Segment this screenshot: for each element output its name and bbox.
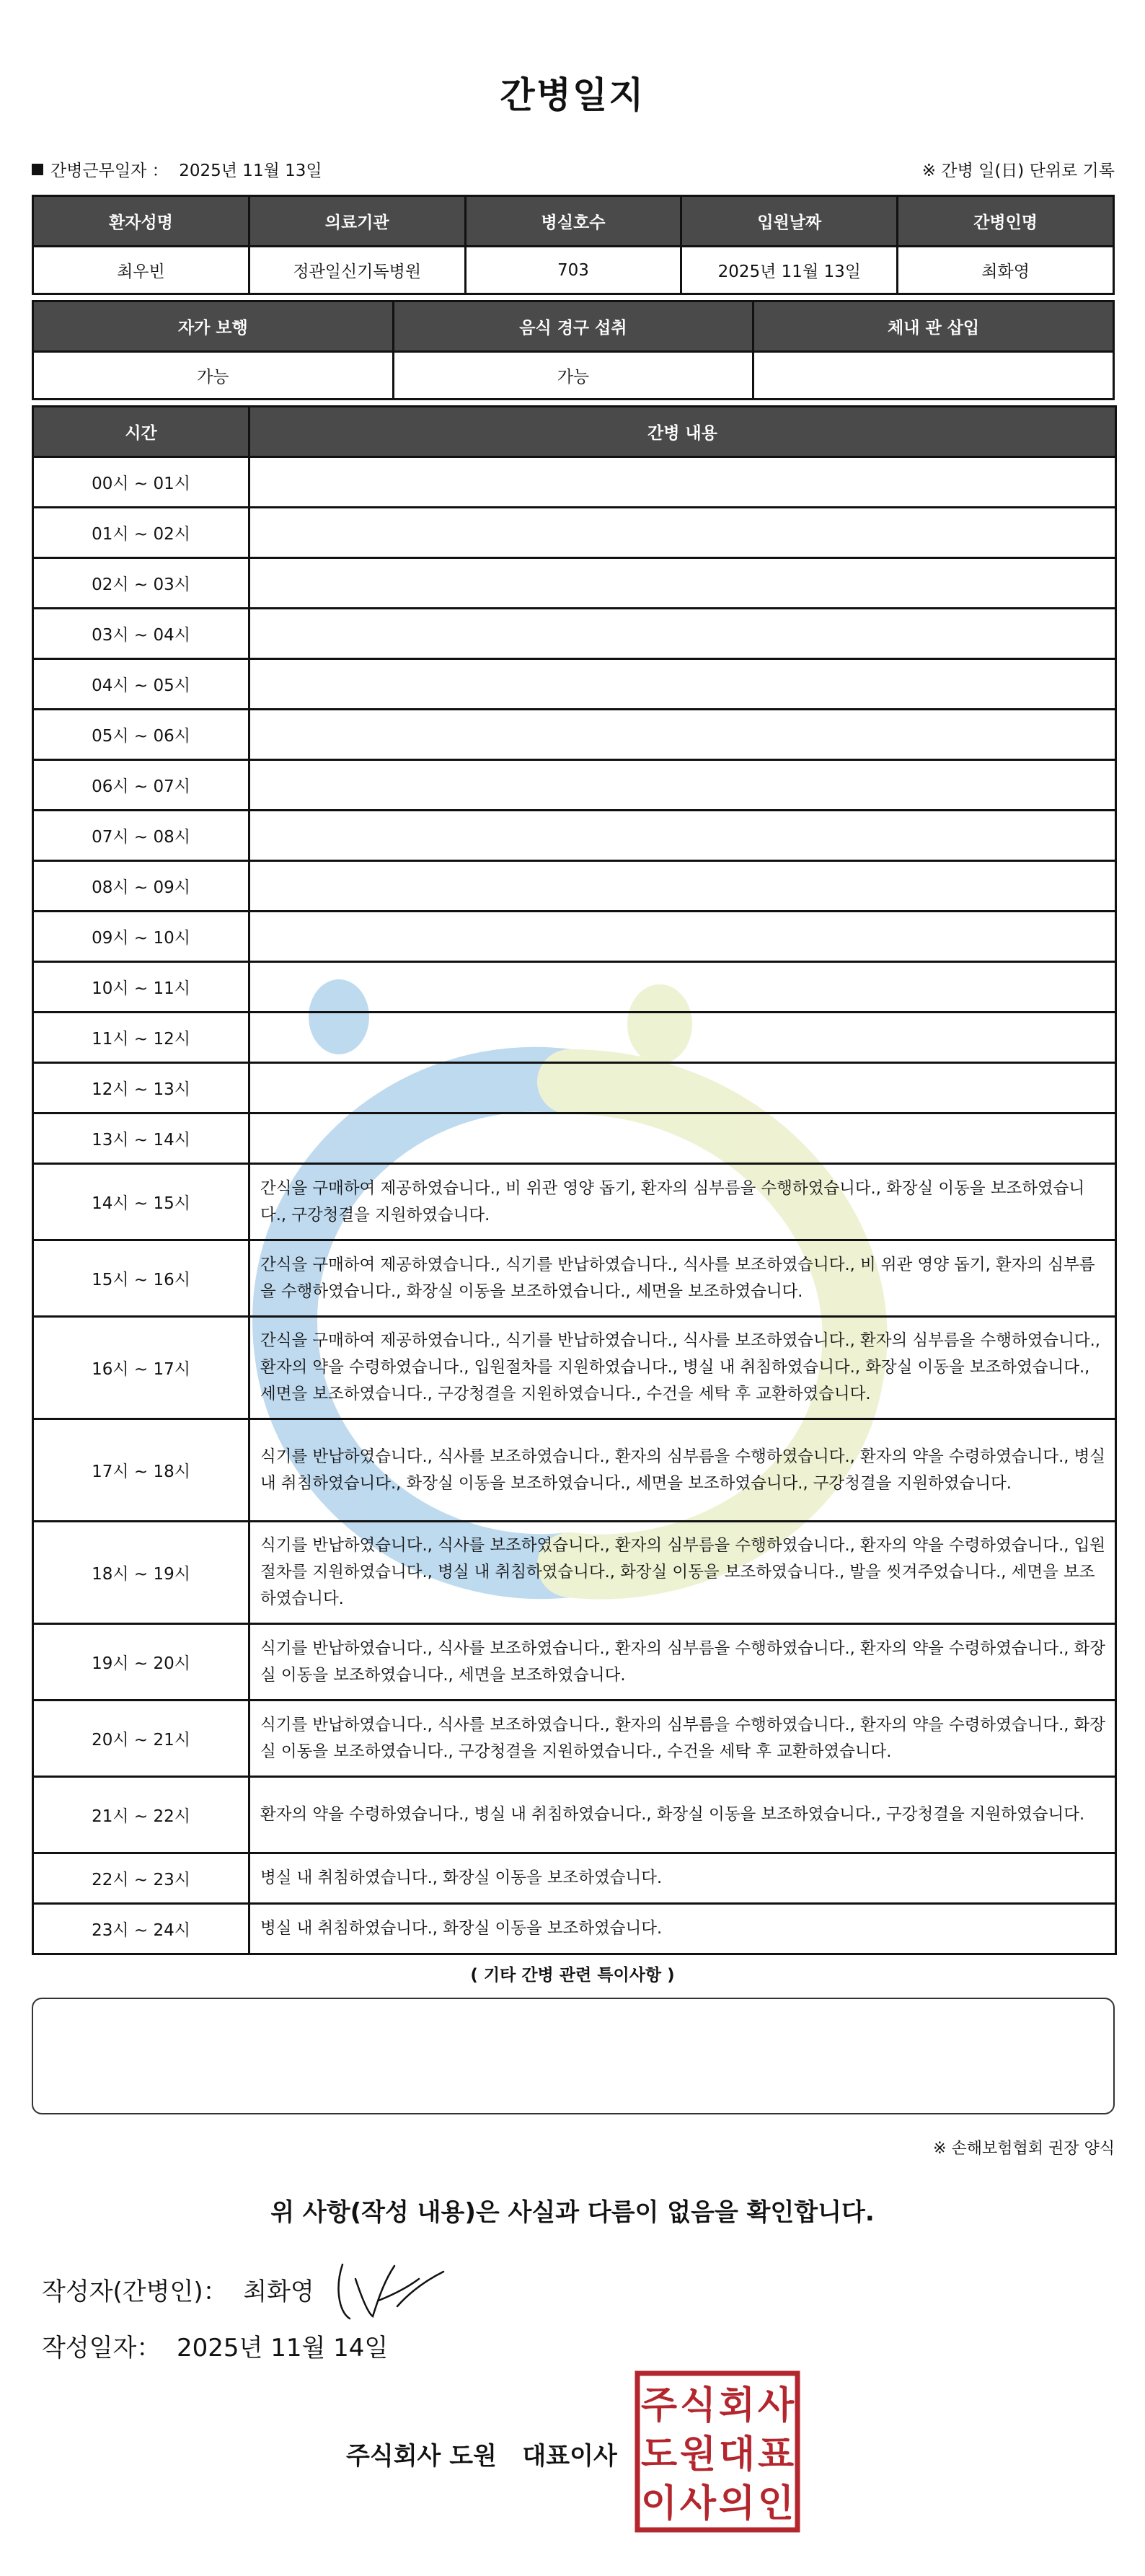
- log-time: 08시 ~ 09시: [33, 861, 249, 912]
- seal-character: 도: [640, 2433, 678, 2476]
- log-content: [249, 760, 1116, 811]
- log-content: [249, 558, 1116, 609]
- log-content: [249, 861, 1116, 912]
- header-time: 시간: [33, 407, 249, 457]
- company-title: 대표이사: [522, 2442, 617, 2471]
- log-row: [33, 1419, 1116, 1522]
- seal-character: 대: [718, 2433, 756, 2476]
- seal-character: 원: [679, 2433, 717, 2476]
- log-content: [249, 457, 1116, 508]
- header-hospital: 의료기관: [249, 196, 465, 247]
- log-row: [33, 1624, 1116, 1701]
- header-room-number: 병실호수: [465, 196, 681, 247]
- log-time: 07시 ~ 08시: [33, 811, 249, 861]
- log-content: [249, 1063, 1116, 1113]
- caregiver-name: 최화영: [898, 247, 1114, 294]
- log-time: 00시 ~ 01시: [33, 457, 249, 508]
- log-time: 11시 ~ 12시: [33, 1013, 249, 1063]
- walking-status: 가능: [33, 352, 394, 400]
- log-row: [33, 1240, 1116, 1317]
- log-content: [249, 1113, 1116, 1164]
- log-content: 식기를 반납하였습니다., 식사를 보조하였습니다., 환자의 심부름을 수행하였습니다., 환자의 약을 수령하였습니다., 입원절차를 지원하였습니다., 병실 내 취침하였습니다., 화장실 이동을 보조하였습니다., 발을 씻겨주었습니다., 세면을 보조하였습니다.: [249, 1522, 1116, 1624]
- log-time: 13시 ~ 14시: [33, 1113, 249, 1164]
- header-oral-intake: 음식 경구 섭취: [393, 301, 753, 352]
- log-time: 12시 ~ 13시: [33, 1063, 249, 1113]
- log-time: 21시 ~ 22시: [33, 1777, 249, 1853]
- care-log-table: [32, 405, 1117, 1955]
- log-time: 03시 ~ 04시: [33, 609, 249, 659]
- confirmation-statement: 위 사항(작성 내용)은 사실과 다름이 없음을 확인합니다.: [270, 2198, 875, 2227]
- log-time: 04시 ~ 05시: [33, 659, 249, 710]
- writer-label: 작성자(간병인)：: [42, 2277, 228, 2306]
- hospital-name: 정관일신기독병원: [249, 247, 465, 294]
- log-row: [33, 811, 1116, 861]
- log-content: [249, 1013, 1116, 1063]
- log-row: [33, 962, 1116, 1013]
- company-line: [346, 2436, 617, 2471]
- company-name: 주식회사 도원: [346, 2442, 497, 2471]
- oral-intake-status: 가능: [393, 352, 753, 400]
- log-row: [33, 457, 1116, 508]
- log-time: 14시 ~ 15시: [33, 1164, 249, 1240]
- log-row: [33, 659, 1116, 710]
- log-row: [33, 1317, 1116, 1419]
- log-content: [249, 912, 1116, 962]
- log-row: [33, 710, 1116, 760]
- log-time: 20시 ~ 21시: [33, 1701, 249, 1777]
- log-time: 05시 ~ 06시: [33, 710, 249, 760]
- date-label: 작성일자：: [42, 2334, 162, 2363]
- company-seal: [635, 2370, 800, 2533]
- log-content: 병실 내 취침하였습니다., 화장실 이동을 보조하였습니다.: [249, 1853, 1116, 1904]
- log-content: 간식을 구매하여 제공하였습니다., 비 위관 영양 돕기, 환자의 심부름을 수행하였습니다., 화장실 이동을 보조하였습니다., 구강청결을 지원하였습니다.: [249, 1164, 1116, 1240]
- patient-value-row: [33, 247, 1114, 294]
- seal-character: 이: [640, 2482, 678, 2526]
- log-content: 식기를 반납하였습니다., 식사를 보조하였습니다., 환자의 심부름을 수행하였습니다., 환자의 약을 수령하였습니다., 화장실 이동을 보조하였습니다., 세면을 보조하였습니다.: [249, 1624, 1116, 1701]
- work-date-label: 간병근무일자 ：: [50, 162, 169, 180]
- remarks-box: [32, 1998, 1115, 2114]
- remarks-title: ( 기타 간병 관련 특이사항 ): [470, 1966, 675, 1985]
- seal-character: 회: [718, 2384, 756, 2427]
- header-admission-date: 입원날짜: [681, 196, 898, 247]
- writer-line: [42, 2272, 314, 2307]
- writer-name: 최화영: [243, 2277, 314, 2306]
- log-time: 02시 ~ 03시: [33, 558, 249, 609]
- room-number: 703: [465, 247, 681, 294]
- seal-character: 표: [757, 2433, 795, 2476]
- log-content: [249, 659, 1116, 710]
- date-value: 2025년 11월 14일: [177, 2334, 389, 2363]
- log-content: 식기를 반납하였습니다., 식사를 보조하였습니다., 환자의 심부름을 수행하였습니다., 환자의 약을 수령하였습니다., 병실 내 취침하였습니다., 화장실 이동을 보조하였습니다., 세면을 보조하였습니다., 구강청결을 지원하였습니다.: [249, 1419, 1116, 1522]
- log-content: 식기를 반납하였습니다., 식사를 보조하였습니다., 환자의 심부름을 수행하였습니다., 환자의 약을 수령하였습니다., 화장실 이동을 보조하였습니다., 구강청결을 지원하였습니다., 수건을 세탁 후 교환하였습니다.: [249, 1701, 1116, 1777]
- log-time: 06시 ~ 07시: [33, 760, 249, 811]
- log-row: [33, 609, 1116, 659]
- handwritten-signature: [328, 2250, 465, 2329]
- log-time: 19시 ~ 20시: [33, 1624, 249, 1701]
- square-bullet-icon: [32, 164, 43, 175]
- log-row: [33, 508, 1116, 558]
- log-content: [249, 811, 1116, 861]
- log-row: [33, 861, 1116, 912]
- status-header-row: [33, 301, 1114, 352]
- patient-info-table: [32, 195, 1115, 295]
- log-row: [33, 1164, 1116, 1240]
- log-row: [33, 1113, 1116, 1164]
- log-row: [33, 1701, 1116, 1777]
- header-care-content: 간병 내용: [249, 407, 1116, 457]
- log-content: 간식을 구매하여 제공하였습니다., 식기를 반납하였습니다., 식사를 보조하였습니다., 비 위관 영양 돕기, 환자의 심부름을 수행하였습니다., 화장실 이동을 보조하였습니다., 세면을 보조하였습니다.: [249, 1240, 1116, 1317]
- log-time: 17시 ~ 18시: [33, 1419, 249, 1522]
- seal-character: 의: [718, 2482, 756, 2526]
- seal-character: 인: [757, 2482, 795, 2526]
- log-time: 01시 ~ 02시: [33, 508, 249, 558]
- log-row: [33, 1777, 1116, 1853]
- status-value-row: [33, 352, 1114, 400]
- log-row: [33, 1522, 1116, 1624]
- patient-header-row: [33, 196, 1114, 247]
- admission-date: 2025년 11월 13일: [681, 247, 898, 294]
- header-patient-name: 환자성명: [33, 196, 249, 247]
- log-row: [33, 1904, 1116, 1954]
- patient-status-table: [32, 300, 1115, 400]
- seal-character: 사: [757, 2384, 795, 2427]
- log-content: 환자의 약을 수령하였습니다., 병실 내 취침하였습니다., 화장실 이동을 보조하였습니다., 구강청결을 지원하였습니다.: [249, 1777, 1116, 1853]
- log-row: [33, 912, 1116, 962]
- log-content: 간식을 구매하여 제공하였습니다., 식기를 반납하였습니다., 식사를 보조하였습니다., 환자의 심부름을 수행하였습니다., 환자의 약을 수령하였습니다., 입원절차를 지원하였습니다., 병실 내 취침하였습니다., 화장실 이동을 보조하였습니다., 세면을 보조하였습니다., 구강청결을 지원하였습니다., 수건을 세탁 후 교환하였습니다.: [249, 1317, 1116, 1419]
- log-time: 09시 ~ 10시: [33, 912, 249, 962]
- log-content: [249, 508, 1116, 558]
- log-row: [33, 760, 1116, 811]
- header-tube-insertion: 체내 관 삽입: [753, 301, 1114, 352]
- log-time: 16시 ~ 17시: [33, 1317, 249, 1419]
- log-time: 23시 ~ 24시: [33, 1904, 249, 1954]
- log-content: 병실 내 취침하였습니다., 화장실 이동을 보조하였습니다.: [249, 1904, 1116, 1954]
- unit-note: ※ 간병 일(日) 단위로 기록: [921, 162, 1115, 180]
- work-date-row: [32, 157, 1115, 183]
- log-content: [249, 962, 1116, 1013]
- work-date-value: 2025년 11월 13일: [179, 162, 322, 180]
- log-time: 18시 ~ 19시: [33, 1522, 249, 1624]
- date-line: [42, 2328, 388, 2363]
- header-caregiver-name: 간병인명: [898, 196, 1114, 247]
- tube-insertion-status: [753, 352, 1114, 400]
- log-time: 10시 ~ 11시: [33, 962, 249, 1013]
- form-note: ※ 손해보험협회 권장 양식: [933, 2140, 1115, 2158]
- document-title: 간병일지: [500, 74, 645, 116]
- work-date: [32, 157, 322, 181]
- seal-character: 주: [640, 2384, 678, 2427]
- log-row: [33, 1853, 1116, 1904]
- log-time: 22시 ~ 23시: [33, 1853, 249, 1904]
- log-row: [33, 558, 1116, 609]
- seal-character: 식: [679, 2384, 717, 2427]
- patient-name: 최우빈: [33, 247, 249, 294]
- log-row: [33, 1063, 1116, 1113]
- log-content: [249, 710, 1116, 760]
- log-header-row: [33, 407, 1116, 457]
- log-time: 15시 ~ 16시: [33, 1240, 249, 1317]
- log-content: [249, 609, 1116, 659]
- log-row: [33, 1013, 1116, 1063]
- seal-character: 사: [679, 2482, 717, 2526]
- header-walking: 자가 보행: [33, 301, 394, 352]
